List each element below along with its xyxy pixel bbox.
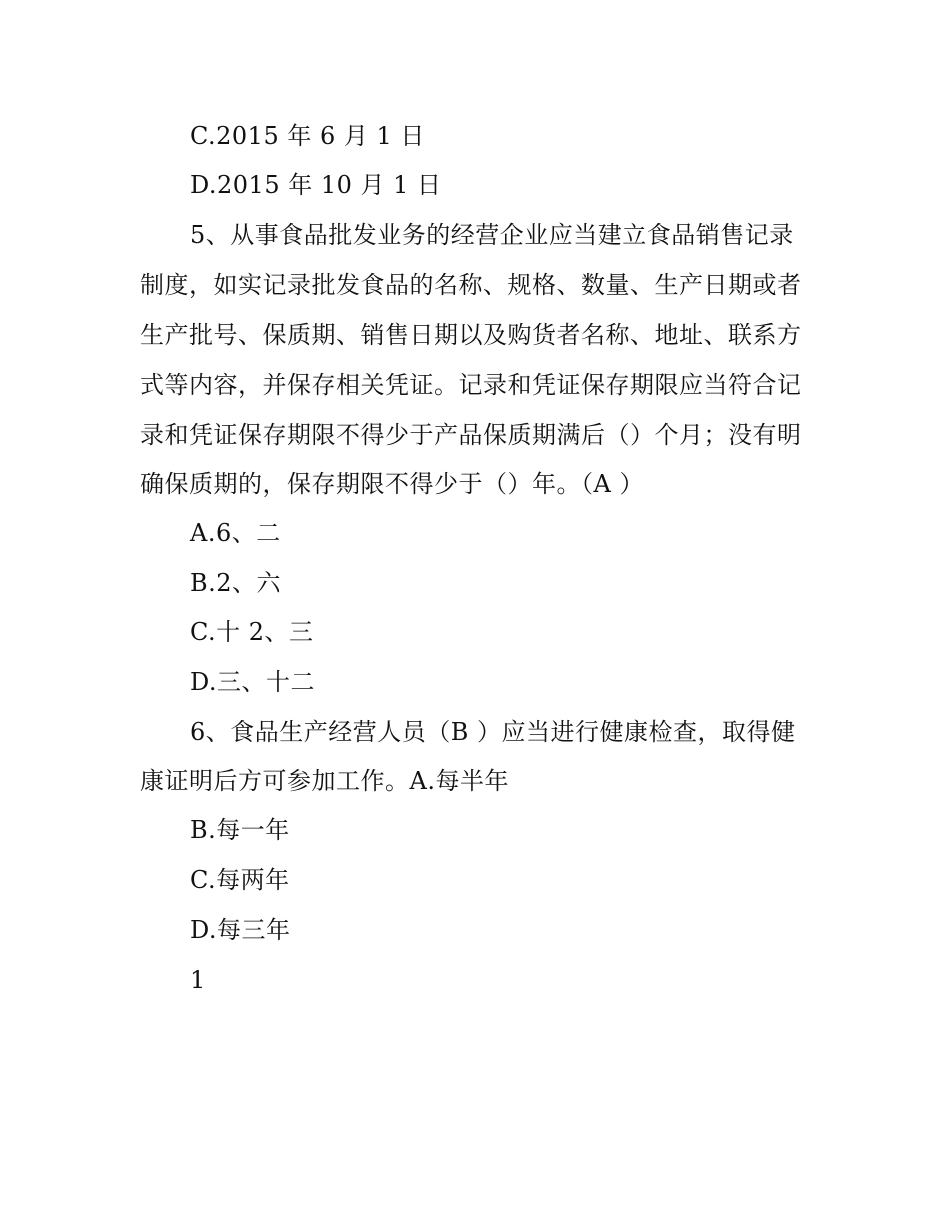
q5-stem-line-2: 制度，如实记录批发食品的名称、规格、数量、生产日期或者 <box>140 271 802 299</box>
q6-stem-line-1: 6、食品生产经营人员（B ）应当进行健康检查，取得健 <box>190 718 796 746</box>
q6-option-d: D.每三年 <box>190 916 291 944</box>
page-number: 1 <box>190 966 206 994</box>
q4-option-d: D.2015 年 10 月 1 日 <box>190 171 442 199</box>
q5-stem-line-5: 录和凭证保存期限不得少于产品保质期满后（）个月；没有明 <box>140 421 802 449</box>
q5-stem-line-1: 5、从事食品批发业务的经营企业应当建立食品销售记录 <box>190 221 794 249</box>
q4-option-c: C.2015 年 6 月 1 日 <box>190 122 425 150</box>
q5-stem-line-3: 生产批号、保质期、销售日期以及购货者名称、地址、联系方 <box>140 321 802 349</box>
q5-option-b: B.2、六 <box>190 569 282 597</box>
q5-option-d: D.三、十二 <box>190 668 316 696</box>
q5-stem-line-4: 式等内容，并保存相关凭证。记录和凭证保存期限应当符合记 <box>140 371 802 399</box>
q5-stem-line-6: 确保质期的，保存期限不得少于（）年。（A ） <box>140 470 644 498</box>
q5-option-c: C.十 2、三 <box>190 618 314 646</box>
q5-option-a: A.6、二 <box>190 519 281 547</box>
q6-option-c: C.每两年 <box>190 866 290 894</box>
q6-option-b: B.每一年 <box>190 816 290 844</box>
q6-stem-line-2: 康证明后方可参加工作。A.每半年 <box>140 767 509 795</box>
